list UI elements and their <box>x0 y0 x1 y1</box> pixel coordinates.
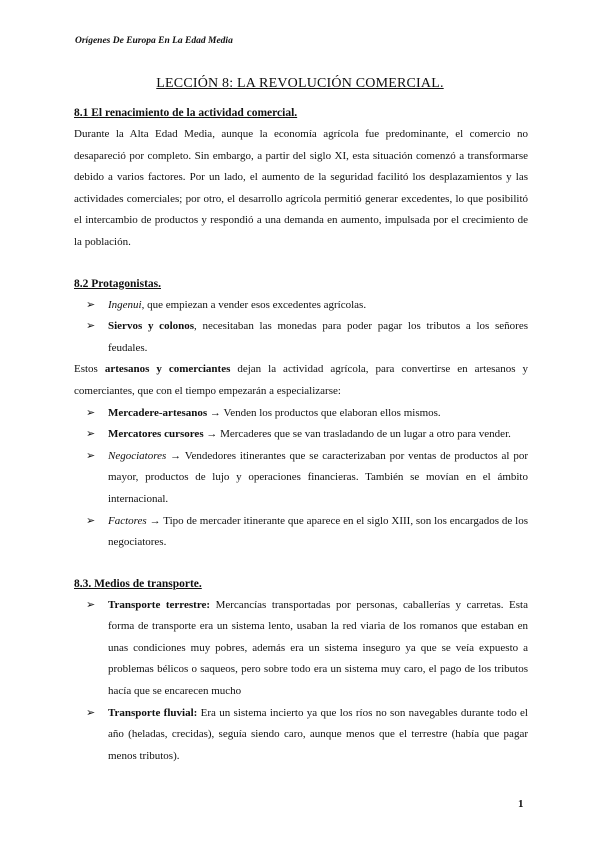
item-term: Transporte fluvial: <box>108 706 198 719</box>
item-text: , que empiezan a vender esos excedentes agrícolas. <box>141 298 367 311</box>
lesson-body <box>74 103 528 767</box>
artisans-intro-paragraph: Estos artesanos y comerciantes dejan la actividad agrícola, para convertirse en artesanos y comerciantes, que con el tiempo empezarán a especializarse: <box>74 363 528 397</box>
list-item <box>74 511 528 554</box>
item-term: Ingenui <box>108 298 142 311</box>
list-item <box>74 403 528 425</box>
arrow-bullet-icon: ➢ <box>86 598 96 611</box>
item-text: → Mercaderes que se van trasladando de un lugar a otro para vender. <box>203 428 511 441</box>
section-heading-8-3: 8.3. Medios de transporte. <box>74 577 202 590</box>
arrow-bullet-icon: ➢ <box>86 320 96 333</box>
section-heading-8-1: 8.1 El renacimiento de la actividad comercial. <box>74 107 298 119</box>
list-item <box>74 316 528 359</box>
item-term: Transporte terrestre: <box>108 598 211 611</box>
arrow-bullet-icon: ➢ <box>86 514 96 527</box>
section-8-1-paragraph: Durante la Alta Edad Media, aunque la economía agrícola fue predominante, el comercio no desapareció por completo. Sin embargo, a partir del siglo XI, esta situación comenzó a transformarse debido a varios factores. Por un lado, el aumento de la seguridad facilitó los desplazamientos y las actividades comerciales; por otro, el desarrollo agrícola permitió generar excedentes, lo que posibilitó el intercambio de productos y respondió a una demanda en aumento, impulsada por el crecimiento de la población. <box>74 128 528 248</box>
arrow-bullet-icon: ➢ <box>86 298 96 311</box>
item-text: → Tipo de mercader itinerante que aparece en el siglo XIII, son los encargados de los negociatores. <box>108 514 528 549</box>
item-term: Mercatores cursores <box>108 428 204 441</box>
list-item <box>74 703 528 768</box>
intro-term: artesanos y comerciantes <box>104 363 231 376</box>
lesson-title: LECCIÓN 8: LA REVOLUCIÓN COMERCIAL. <box>156 76 444 91</box>
item-text: → Vendedores itinerantes que se caracterizaban por ventas de productos al por mayor, productos de lujo y operaciones financieras. También se movían en el ámbito internacional. <box>108 449 528 505</box>
item-text: Era un sistema incierto ya que los ríos no son navegables durante todo el año (heladas, crecidas), seguía siendo caro, aunque menos que el terrestre (había que pagar menos tributos). <box>108 706 528 762</box>
list-item <box>74 595 528 703</box>
item-term: Negociatores <box>108 449 167 462</box>
transport-list <box>74 595 528 768</box>
item-term: Factores <box>108 514 147 527</box>
list-item <box>74 295 528 317</box>
item-text: Mercancías transportadas por personas, caballerías y carretas. Esta forma de transporte era un sistema lento, usaban la red viaria de los romanos que estaban en unas condiciones muy pobres, además era un sistema inseguro ya que se veía expuesto a problemas bélicos o saqueos, pero sobre todo era un sistema muy caro, el pago de los tributos hacía que se encarecen mucho <box>108 598 529 698</box>
item-text: , necesitaban las monedas para poder pagar los tributos a los señores feudales. <box>108 320 529 354</box>
item-term: Mercadere-artesanos <box>108 406 208 419</box>
arrow-bullet-icon: ➢ <box>86 406 96 419</box>
protagonists-list <box>74 295 528 360</box>
item-text: → Venden los productos que elaboran ellos mismos. <box>207 406 441 419</box>
merchant-types-list <box>74 403 528 554</box>
section-heading-8-2: 8.2 Protagonistas. <box>74 277 161 290</box>
item-term: Siervos y colonos <box>108 320 195 333</box>
running-header: Orígenes De Europa En La Edad Media <box>75 36 233 46</box>
arrow-bullet-icon: ➢ <box>86 449 96 462</box>
arrow-bullet-icon: ➢ <box>86 706 96 719</box>
list-item <box>74 446 528 511</box>
list-item <box>74 424 528 446</box>
page-number: 1 <box>518 798 524 810</box>
arrow-bullet-icon: ➢ <box>86 428 96 441</box>
